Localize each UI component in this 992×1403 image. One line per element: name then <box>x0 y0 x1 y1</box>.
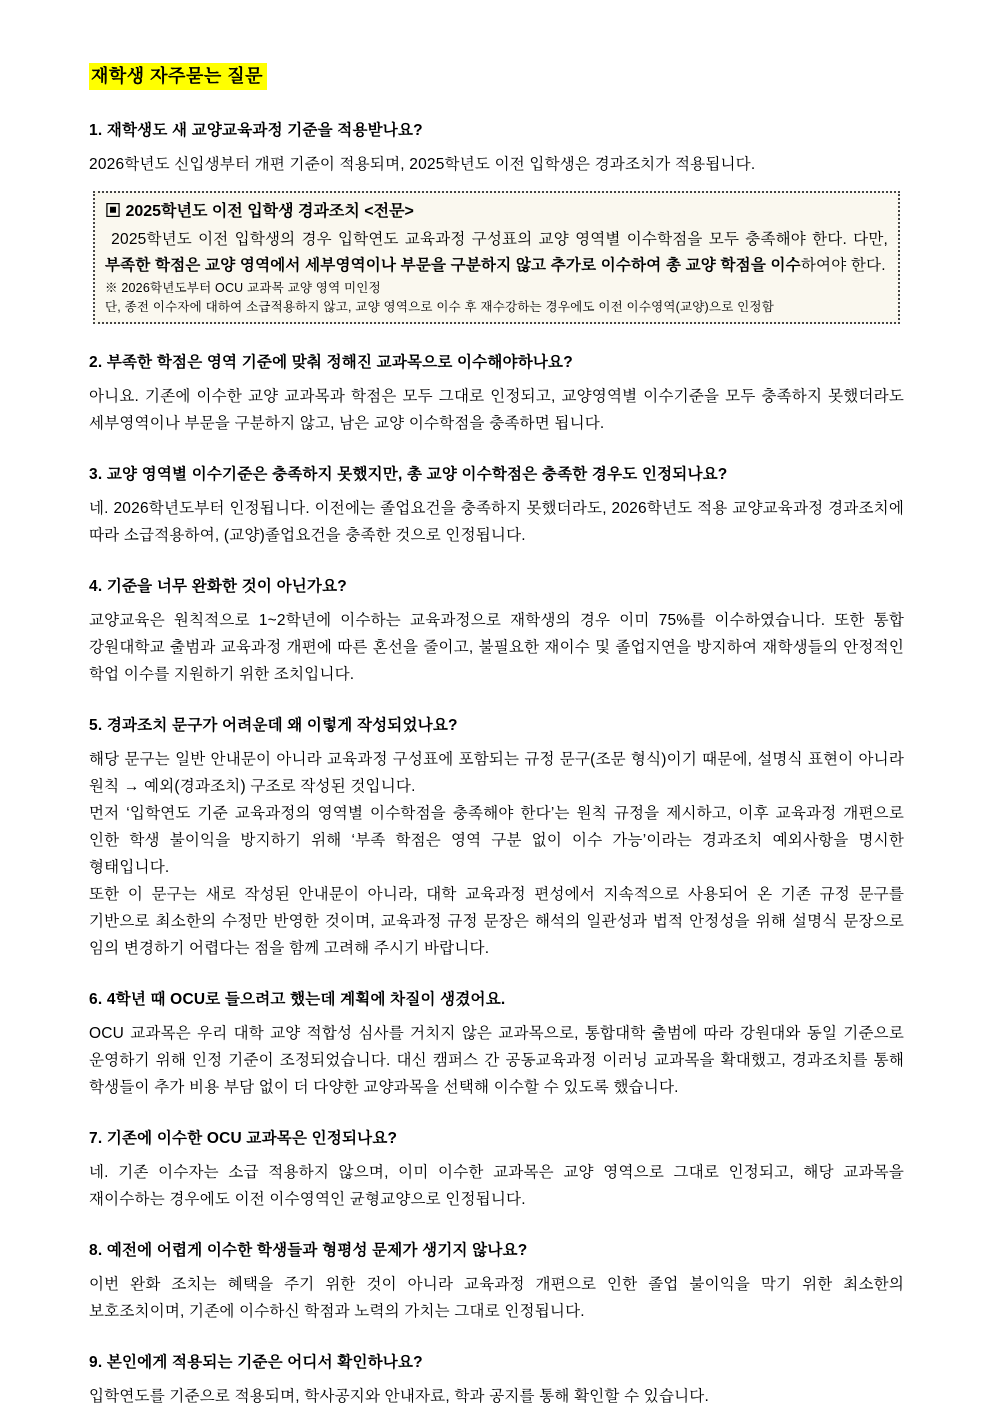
faq-question-7: 7. 기존에 이수한 OCU 교과목은 인정되나요? <box>89 1130 398 1147</box>
faq-answer-5-paragraph-3: 또한 이 문구는 새로 작성된 안내문이 아니라, 대학 교육과정 편성에서 지속적으로 사용되어 온 기존 규정 문구를 기반으로 최소한의 수정만 반영한 것이며, 교육과정 규정 문장은 해석의 일관성과 법적 안정성을 위해 설명식 문장으로 임의 변경하기 어렵다는 점을 함께 고려해 주시기 바랍니다. <box>89 886 904 957</box>
faq-item-4 <box>89 576 904 688</box>
faq-answer-7-paragraph: 네. 기존 이수자는 소급 적용하지 않으며, 이미 이수한 교과목은 교양 영역으로 그대로 인정되고, 해당 교과목을 재이수하는 경우에도 이전 이수영역인 균형교양으로 인정됩니다. <box>89 1164 904 1208</box>
faq-item-3 <box>89 464 904 549</box>
faq-answer-2-paragraph: 아니요. 기존에 이수한 교양 교과목과 학점은 모두 그대로 인정되고, 교양영역별 이수기준을 모두 충족하지 못했더라도 세부영역이나 부문을 구분하지 않고, 남은 교양 이수학점을 충족하면 됩니다. <box>89 388 904 432</box>
faq-question-4: 4. 기준을 너무 완화한 것이 아닌가요? <box>89 578 347 595</box>
notice-box-note-1: ※ 2026학년도부터 OCU 교과목 교양 영역 미인정 <box>105 281 381 295</box>
faq-question-6: 6. 4학년 때 OCU로 들으려고 했는데 계획에 차질이 생겼어요. <box>89 991 506 1008</box>
faq-answer-4-paragraph: 교양교육은 원칙적으로 1~2학년에 이수하는 교육과정으로 재학생의 경우 이미 75%를 이수하였습니다. 또한 통합 강원대학교 출범과 교육과정 개편에 따른 혼선을 줄이고, 불필요한 재이수 및 졸업지연을 방지하여 재학생들의 안정적인 학업 이수를 지원하기 위한 조치입니다. <box>89 612 904 683</box>
faq-answer-5-paragraph-1: 해당 문구는 일반 안내문이 아니라 교육과정 구성표에 포함되는 규정 문구(조문 형식)이기 때문에, 설명식 표현이 아니라 원칙 → 예외(경과조치) 구조로 작성된 것입니다. <box>89 751 904 795</box>
page-title <box>89 62 904 88</box>
faq-answer-7 <box>89 1159 904 1213</box>
notice-box-note-2: 단, 종전 이수자에 대하여 소급적용하지 않고, 교양 영역으로 이수 후 재수강하는 경우에도 이전 이수영역(교양)으로 인정함 <box>105 300 774 314</box>
faq-item-7 <box>89 1128 904 1213</box>
faq-answer-9 <box>89 1383 904 1403</box>
notice-box-body-pre: 2025학년도 이전 입학생의 경우 입학연도 교육과정 구성표의 교양 영역별 이수학점을 모두 충족해야 한다. 다만, <box>105 231 893 248</box>
faq-question-2: 2. 부족한 학점은 영역 기준에 맞춰 정해진 교과목으로 이수해야하나요? <box>89 354 573 371</box>
faq-question-9: 9. 본인에게 적용되는 기준은 어디서 확인하나요? <box>89 1354 423 1371</box>
faq-item-5 <box>89 715 904 962</box>
faq-answer-8-paragraph: 이번 완화 조치는 혜택을 주기 위한 것이 아니라 교육과정 개편으로 인한 졸업 불이익을 막기 위한 최소한의 보호조치이며, 기존에 이수하신 학점과 노력의 가치는 그대로 인정됩니다. <box>89 1276 904 1320</box>
faq-answer-3 <box>89 495 904 549</box>
faq-question-5: 5. 경과조치 문구가 어려운데 왜 이렇게 작성되었나요? <box>89 717 458 734</box>
faq-answer-2 <box>89 383 904 437</box>
faq-answer-5 <box>89 746 904 962</box>
faq-answer-4 <box>89 607 904 688</box>
faq-answer-5-paragraph-2: 먼저 ‘입학연도 기준 교육과정의 영역별 이수학점을 충족해야 한다’는 원칙 규정을 제시하고, 이후 교육과정 개편으로 인한 학생 불이익을 방지하기 위해 ‘부족 학점은 영역 구분 없이 이수 가능’이라는 경과조치 예외사항을 명시한 형태입니다. <box>89 805 904 876</box>
faq-item-9 <box>89 1352 904 1403</box>
faq-answer-9-paragraph: 입학연도를 기준으로 적용되며, 학사공지와 안내자료, 학과 공지를 통해 확인할 수 있습니다. <box>89 1388 709 1403</box>
faq-item-1 <box>89 120 904 324</box>
faq-answer-6-paragraph: OCU 교과목은 우리 대학 교양 적합성 심사를 거치지 않은 교과목으로, 통합대학 출범에 따라 강원대와 동일 기준으로 운영하기 위해 인정 기준이 조정되었습니다. 대신 캠퍼스 간 공동교육과정 이러닝 교과목을 확대했고, 경과조치를 통해 학생들이 추가 비용 부담 없이 더 다양한 교양과목을 선택해 이수할 수 있도록 했습니다. <box>89 1025 904 1096</box>
faq-item-2 <box>89 352 904 437</box>
faq-answer-3-paragraph: 네. 2026학년도부터 인정됩니다. 이전에는 졸업요건을 충족하지 못했더라도, 2026학년도 적용 교양교육과정 경과조치에 따라 소급적용하여, (교양)졸업요건을 충족한 것으로 인정됩니다. <box>89 500 904 544</box>
faq-answer-6 <box>89 1020 904 1101</box>
notice-box-title: ▣ 2025학년도 이전 입학생 경과조치 <전문> <box>105 203 414 220</box>
transition-notice-box <box>93 191 900 324</box>
notice-box-body-bold: 부족한 학점은 교양 영역에서 세부영역이나 부문을 구분하지 않고 추가로 이수하여 총 교양 학점을 이수 <box>105 257 801 274</box>
faq-question-8: 8. 예전에 어렵게 이수한 학생들과 형평성 문제가 생기지 않나요? <box>89 1242 528 1259</box>
notice-box-body <box>105 227 893 279</box>
faq-question-3: 3. 교양 영역별 이수기준은 충족하지 못했지만, 총 교양 이수학점은 충족한 경우도 인정되나요? <box>89 466 728 483</box>
faq-item-6 <box>89 989 904 1101</box>
faq-answer-1 <box>89 151 904 178</box>
faq-answer-1-paragraph: 2026학년도 신입생부터 개편 기준이 적용되며, 2025학년도 이전 입학생은 경과조치가 적용됩니다. <box>89 156 756 173</box>
faq-question-1: 1. 재학생도 새 교양교육과정 기준을 적용받나요? <box>89 122 423 139</box>
notice-box-body-post: 하여야 한다. <box>800 257 886 274</box>
page-title-highlight: 재학생 자주묻는 질문 <box>89 63 267 90</box>
faq-answer-8 <box>89 1271 904 1325</box>
faq-item-8 <box>89 1240 904 1325</box>
